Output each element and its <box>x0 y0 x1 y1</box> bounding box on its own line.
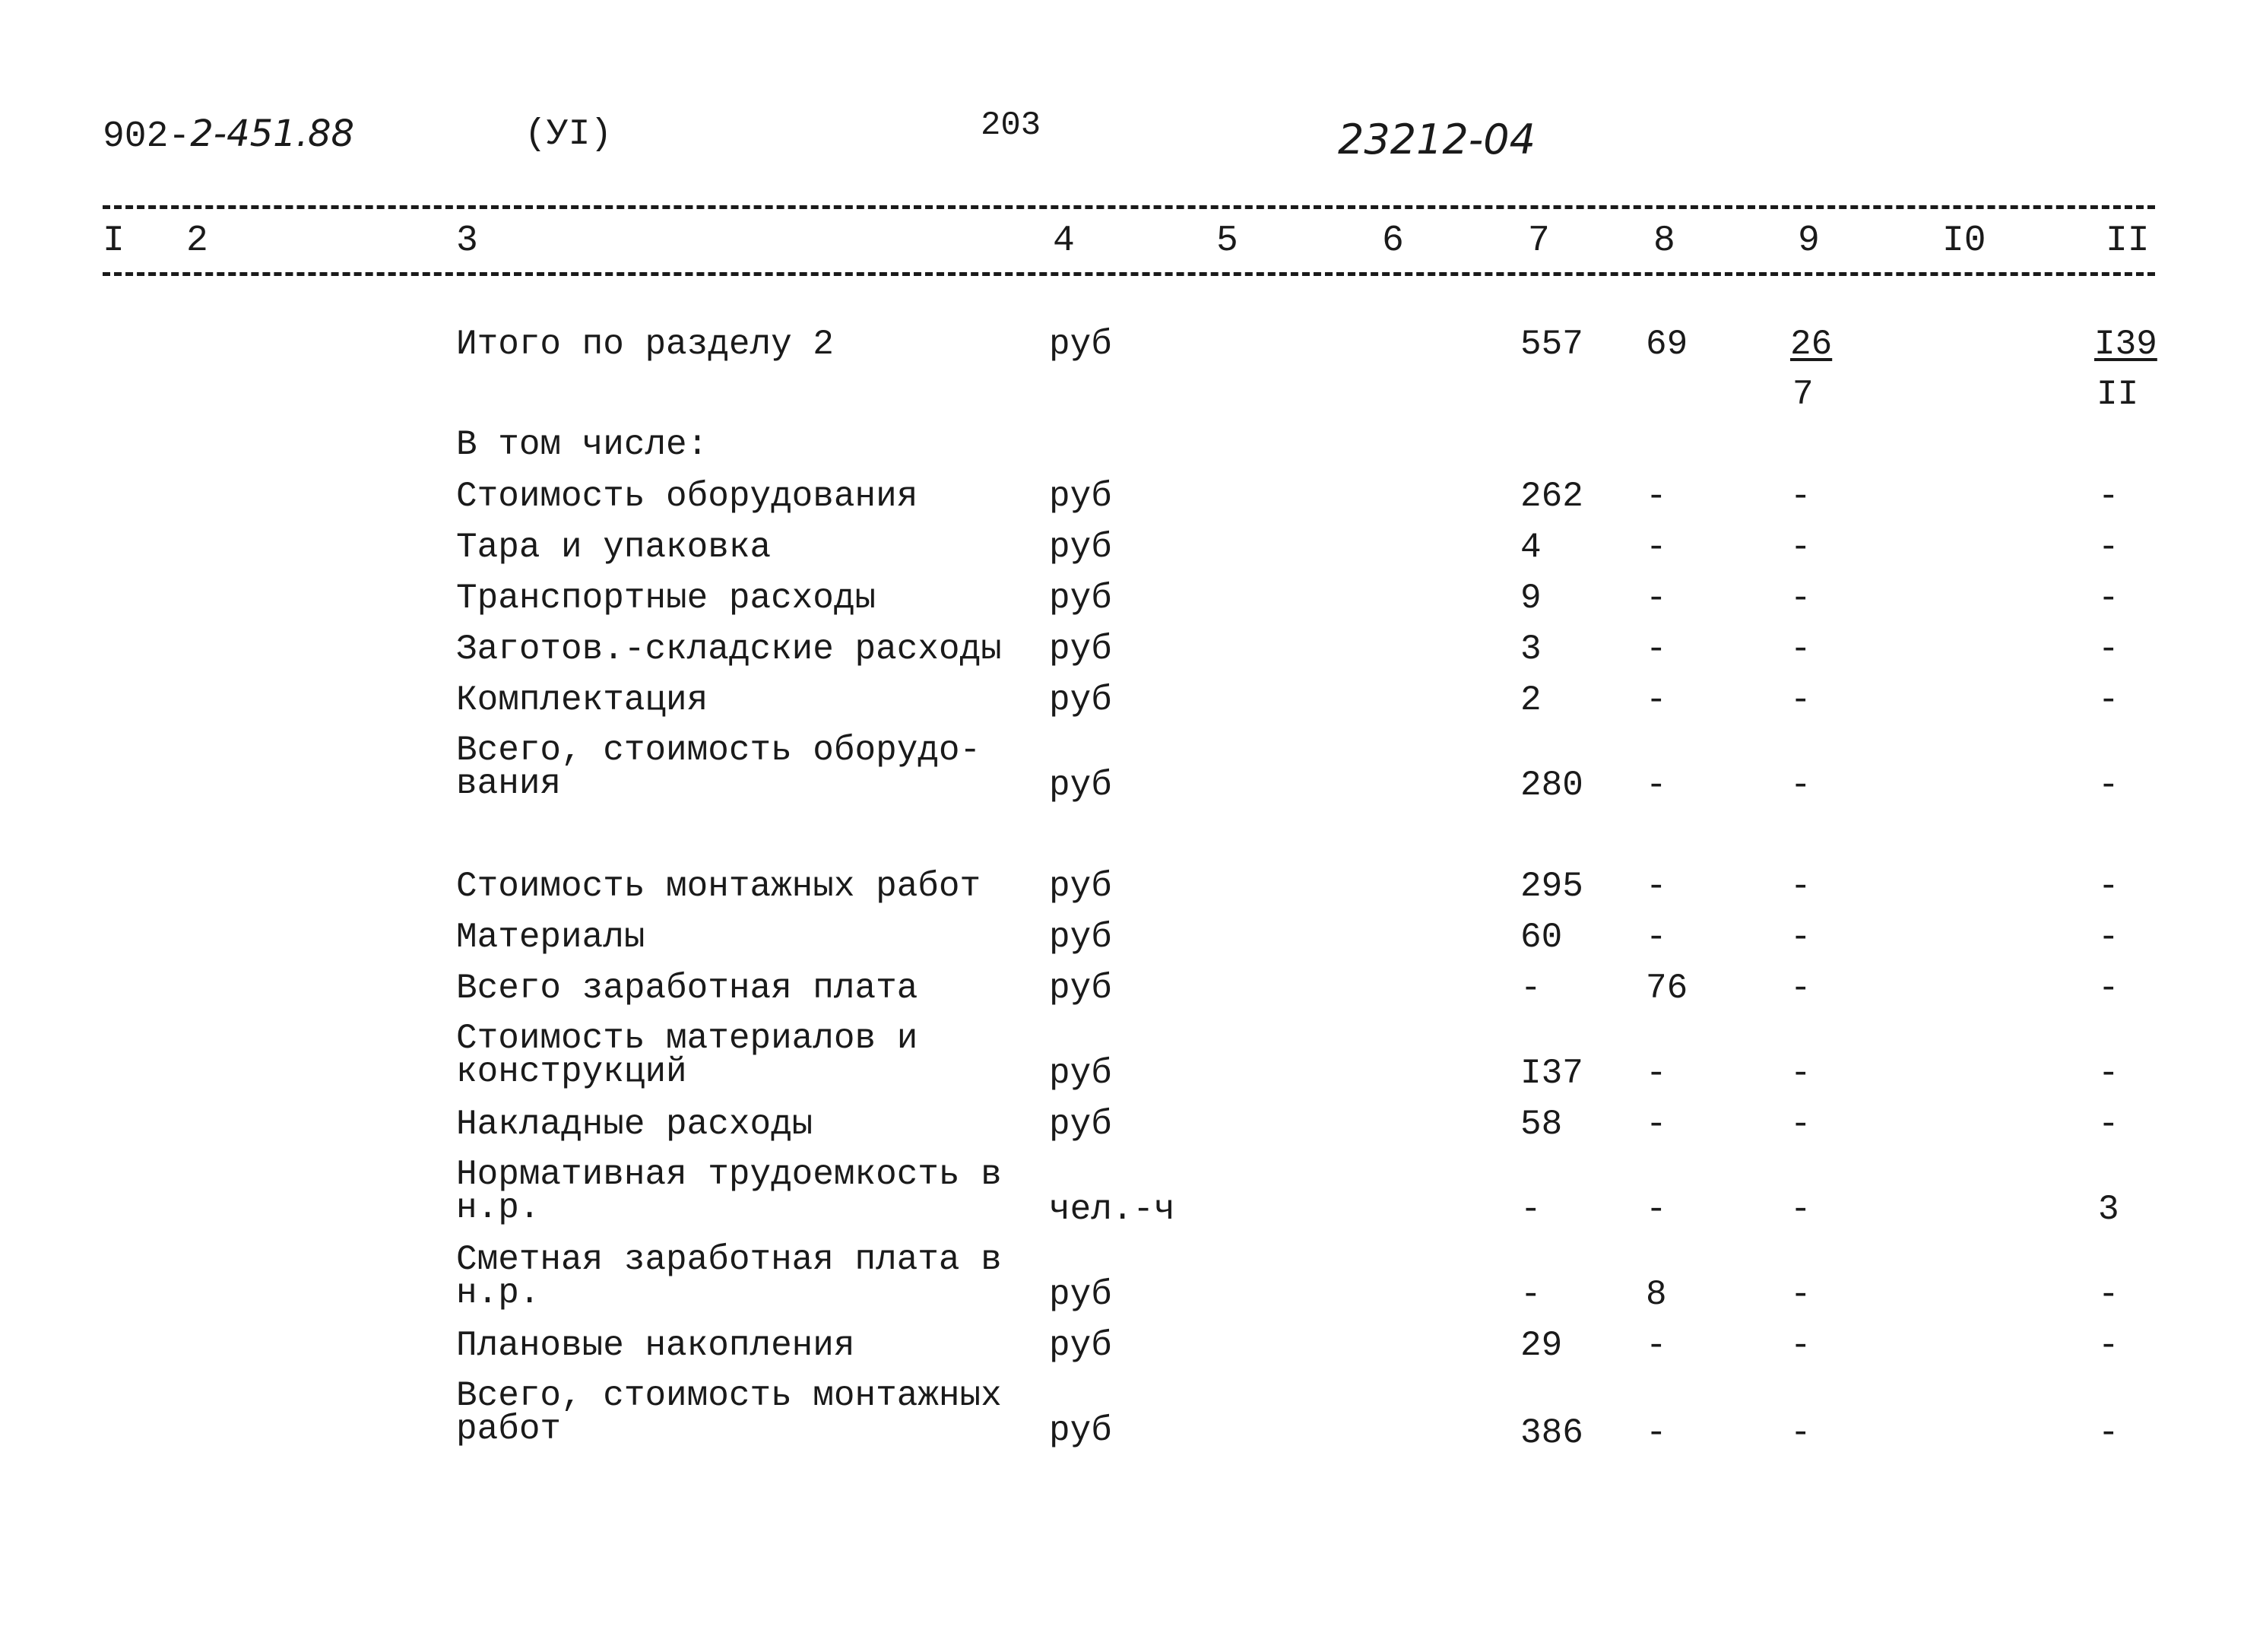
row-label: Всего, стоимость монтажных работ <box>456 1376 1002 1449</box>
row-label: Всего, стоимость оборудо-вания <box>456 731 981 804</box>
column-header-1: I <box>103 220 125 262</box>
row-col8: - <box>1646 579 1667 618</box>
row-label: Транспортные расходы <box>456 579 876 618</box>
row-col7: 2 <box>1520 680 1542 720</box>
row-col11: - <box>2098 766 2119 805</box>
row-col11: - <box>2098 528 2119 567</box>
volume-label: (УI) <box>525 114 613 155</box>
column-header-9: 9 <box>1798 220 1820 262</box>
row-label: Стоимость монтажных работ <box>456 867 981 906</box>
row-col11: - <box>2098 1054 2119 1093</box>
row-unit: руб <box>1049 477 1112 516</box>
row-col9: - <box>1790 1054 1811 1093</box>
row-col9: - <box>1790 766 1811 805</box>
total-col11-top: I39 <box>2094 325 2157 364</box>
row-col7: 58 <box>1520 1105 1563 1144</box>
row-col7: - <box>1520 1275 1542 1314</box>
row-col9: - <box>1790 1275 1811 1314</box>
row-col7: 29 <box>1520 1326 1563 1365</box>
subheading: В том числе: <box>456 425 708 465</box>
row-unit: руб <box>1049 1054 1112 1093</box>
row-col11: - <box>2098 477 2119 516</box>
row-col8: - <box>1646 1326 1667 1365</box>
row-col8: - <box>1646 1105 1667 1144</box>
row-col9: - <box>1790 1326 1811 1365</box>
row-col7: 60 <box>1520 918 1563 957</box>
row-label: Всего заработная плата <box>456 969 918 1008</box>
row-col9: - <box>1790 867 1811 906</box>
column-header-8: 8 <box>1653 220 1675 262</box>
total-col11-bottom: II <box>2097 375 2139 414</box>
row-col9: - <box>1790 477 1811 516</box>
column-header-11: II <box>2106 220 2150 262</box>
total-label: Итого по разделу 2 <box>456 325 834 364</box>
row-unit: чел.-ч <box>1049 1190 1175 1229</box>
row-col9: - <box>1790 680 1811 720</box>
row-col8: - <box>1646 766 1667 805</box>
row-label: Тара и упаковка <box>456 528 772 567</box>
row-unit: руб <box>1049 528 1112 567</box>
row-unit: руб <box>1049 766 1112 805</box>
document-number: 23212-04 <box>1338 116 1536 163</box>
row-unit: руб <box>1049 1326 1112 1365</box>
row-col7: 262 <box>1520 477 1583 516</box>
row-col9: - <box>1790 1105 1811 1144</box>
row-col11: - <box>2098 680 2119 720</box>
row-col11: - <box>2098 579 2119 618</box>
total-unit: руб <box>1049 325 1112 364</box>
row-label: Материалы <box>456 918 645 957</box>
page-number: 203 <box>981 106 1041 144</box>
total-col9-bottom: 7 <box>1792 375 1814 414</box>
row-col7: - <box>1520 1190 1542 1229</box>
row-col8: - <box>1646 1054 1667 1093</box>
row-label: Накладные расходы <box>456 1105 813 1144</box>
total-col7: 557 <box>1520 325 1583 364</box>
row-label: Стоимость материалов и конструкций <box>456 1019 918 1092</box>
row-col9: - <box>1790 629 1811 669</box>
row-col9: - <box>1790 1190 1811 1229</box>
column-header-2: 2 <box>186 220 208 262</box>
row-unit: руб <box>1049 1105 1112 1144</box>
row-col11: - <box>2098 1326 2119 1365</box>
row-label: Плановые накопления <box>456 1326 855 1365</box>
row-col9: - <box>1790 969 1811 1008</box>
column-header-6: 6 <box>1382 220 1404 262</box>
row-label: Нормативная трудоемкость в н.р. <box>456 1155 1002 1228</box>
row-label: Заготов.-складские расходы <box>456 629 1002 669</box>
header-rule-bottom <box>103 272 2155 276</box>
row-col7: 280 <box>1520 766 1583 805</box>
row-col11: - <box>2098 867 2119 906</box>
column-header-10: I0 <box>1942 220 1986 262</box>
row-col8: 8 <box>1646 1275 1667 1314</box>
row-col8: - <box>1646 477 1667 516</box>
row-unit: руб <box>1049 969 1112 1008</box>
row-col11: 3 <box>2098 1190 2119 1229</box>
row-col11: - <box>2098 1413 2119 1453</box>
row-col8: - <box>1646 1190 1667 1229</box>
row-col9: - <box>1790 528 1811 567</box>
row-label: Комплектация <box>456 680 708 720</box>
row-unit: руб <box>1049 579 1112 618</box>
row-col11: - <box>2098 918 2119 957</box>
row-unit: руб <box>1049 1275 1112 1314</box>
header-rule-top <box>103 205 2155 209</box>
column-header-5: 5 <box>1216 220 1238 262</box>
total-col8: 69 <box>1646 325 1688 364</box>
document-code-printed: 902- <box>103 116 191 157</box>
row-col9: - <box>1790 918 1811 957</box>
row-unit: руб <box>1049 918 1112 957</box>
row-col8: - <box>1646 629 1667 669</box>
row-col8: - <box>1646 918 1667 957</box>
row-col11: - <box>2098 969 2119 1008</box>
row-col11: - <box>2098 1275 2119 1314</box>
column-header-7: 7 <box>1528 220 1550 262</box>
row-unit: руб <box>1049 1411 1112 1451</box>
row-unit: руб <box>1049 867 1112 906</box>
row-unit: руб <box>1049 629 1112 669</box>
row-col7: 3 <box>1520 629 1542 669</box>
document-code-handwritten: 2-451.88 <box>190 113 355 155</box>
row-col7: 4 <box>1520 528 1542 567</box>
row-col8: 76 <box>1646 969 1688 1008</box>
row-col7: 9 <box>1520 579 1542 618</box>
row-col7: - <box>1520 969 1542 1008</box>
row-unit: руб <box>1049 680 1112 720</box>
row-col9: - <box>1790 579 1811 618</box>
total-col9-top: 26 <box>1790 325 1833 364</box>
document-code <box>103 113 354 157</box>
row-label: Стоимость оборудования <box>456 477 918 516</box>
row-col8: - <box>1646 867 1667 906</box>
row-col8: - <box>1646 1413 1667 1453</box>
row-col9: - <box>1790 1413 1811 1453</box>
row-col7: 386 <box>1520 1413 1583 1453</box>
column-header-4: 4 <box>1053 220 1075 262</box>
row-col11: - <box>2098 1105 2119 1144</box>
row-col8: - <box>1646 528 1667 567</box>
row-label: Сметная заработная плата в н.р. <box>456 1240 1002 1313</box>
row-col7: I37 <box>1520 1054 1583 1093</box>
row-col11: - <box>2098 629 2119 669</box>
row-col7: 295 <box>1520 867 1583 906</box>
column-header-3: 3 <box>456 220 478 262</box>
row-col8: - <box>1646 680 1667 720</box>
